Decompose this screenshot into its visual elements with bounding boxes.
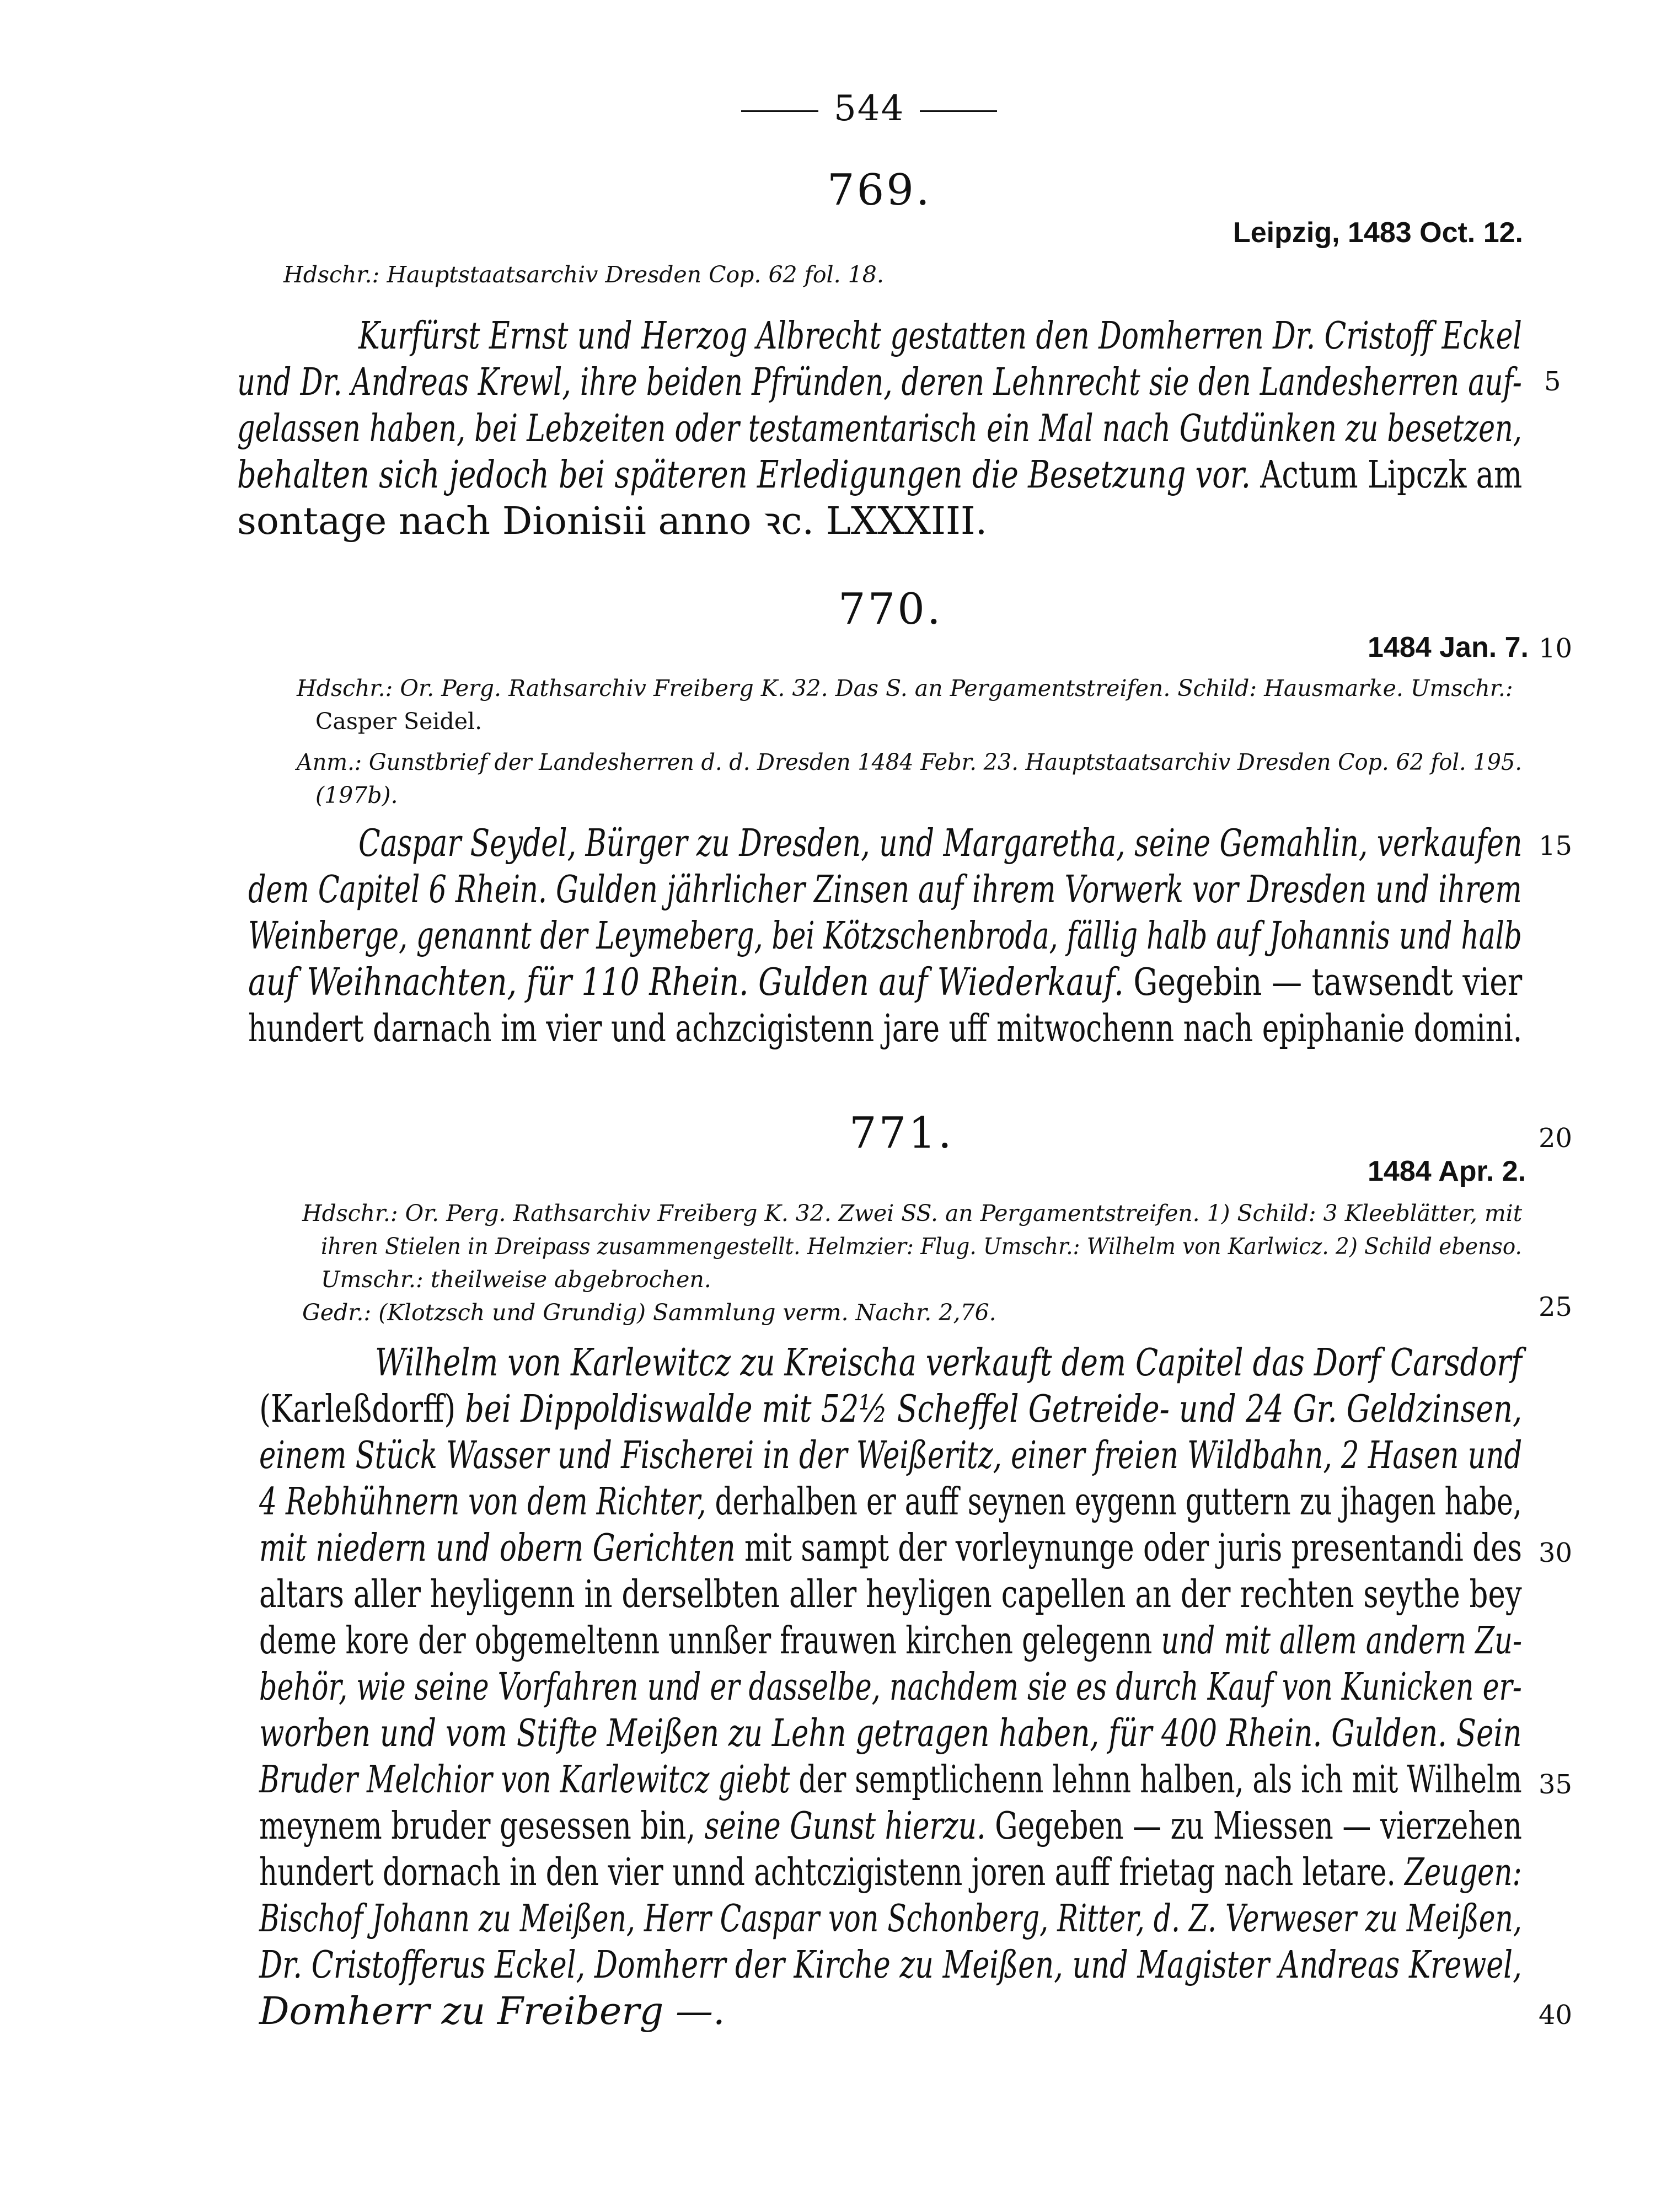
text-line: Domherr zu Freiberg —. xyxy=(259,1990,725,2033)
text-line: sontage nach Dionisii anno ꝛc. LXXXIII. xyxy=(237,500,988,543)
text-line: behör, wie seine Vorfahren und er dasselbe, nachdem sie es durch Kauf von Kunicken er- xyxy=(259,1665,1522,1709)
document-date-769: Leipzig, 1483 Oct. 12. xyxy=(1233,217,1523,249)
text-line: und Dr. Andreas Krewl, ihre beiden Pfründen, deren Lehnrecht sie den Landesherren auf- xyxy=(237,361,1522,404)
page-number-text: 544 xyxy=(834,88,905,129)
text-line: meynem bruder gesessen bin, seine Gunst hierzu. Gegeben — zu Miessen — vierzehen xyxy=(259,1804,1523,1848)
text-line: 4 Rebhühnern von dem Richter, derhalben er auff seynen eygenn guttern zu jhagen habe, xyxy=(259,1480,1522,1524)
text-line: auf Weihnachten, für 110 Rhein. Gulden auf Wiederkauf. Gegebin — tawsendt vier xyxy=(248,961,1523,1004)
text-line: Dr. Cristofferus Eckel, Domherr der Kirche zu Meißen, und Magister Andreas Krewel, xyxy=(259,1943,1522,1987)
document-date-771: 1484 Apr. 2. xyxy=(1368,1155,1526,1187)
source-note: Hdschr.: Or. Perg. Rathsarchiv Freiberg K. 32. Das S. an Pergamentstreifen. Schild: Hausmarke. Umschr.: xyxy=(297,675,1513,701)
text-line: hundert dornach in den vier unnd achtczigistenn joren auff frietag nach letare. Zeugen: xyxy=(259,1851,1522,1894)
source-note: ihren Stielen in Dreipass zusammengestellt. Helmzier: Flug. Umschr.: Wilhelm von Karlwicz. 2) Schild ebenso. xyxy=(321,1233,1522,1260)
line-number: 35 xyxy=(1539,1769,1573,1800)
text-line: Weinberge, genannt der Leymeberg, bei Kötzschenbroda, fällig halb auf Johannis und halb xyxy=(248,914,1522,958)
document-number-771: 771. xyxy=(849,1108,954,1158)
text-line: gelassen haben, bei Lebzeiten oder testamentarisch ein Mal nach Gutdünken zu besetzen, xyxy=(237,407,1522,451)
text-line: worben und vom Stifte Meißen zu Lehn getragen haben, für 400 Rhein. Gulden. Sein xyxy=(259,1712,1522,1755)
annotation-note: (197b). xyxy=(315,782,398,808)
text-line: mit niedern und obern Gerichten mit sampt der vorleynunge oder juris presentandi des xyxy=(259,1527,1522,1570)
text-line: dem Capitel 6 Rhein. Gulden jährlicher Zinsen auf ihrem Vorwerk vor Dresden und ihrem xyxy=(248,868,1522,912)
text-line: (Karleßdorff) bei Dippoldiswalde mit 52½ Scheffel Getreide- und 24 Gr. Geldzinsen, xyxy=(259,1388,1523,1431)
text-line: Wilhelm von Karlewitcz zu Kreischa verkauft dem Capitel das Dorf Carsdorf xyxy=(375,1341,1522,1385)
document-number-770: 770. xyxy=(838,585,943,634)
line-number: 40 xyxy=(1539,2000,1573,2031)
line-number: 15 xyxy=(1539,831,1573,861)
header-rule-left xyxy=(741,110,818,112)
text-line: altars aller heyligenn in derselbten aller heyligen capellen an der rechten seythe bey xyxy=(259,1573,1522,1616)
line-number: 5 xyxy=(1544,366,1561,397)
document-number-769: 769. xyxy=(827,165,932,215)
text-line: Caspar Seydel, Bürger zu Dresden, und Margaretha, seine Gemahlin, verkaufen xyxy=(358,822,1523,865)
annotation-note: Anm.: Gunstbrief der Landesherren d. d. Dresden 1484 Febr. 23. Hauptstaatsarchiv Dresden Cop. 62 fol. 195. xyxy=(297,749,1522,775)
text-line: Bischof Johann zu Meißen, Herr Caspar von Schonberg, Ritter, d. Z. Verweser zu Meißen, xyxy=(259,1897,1522,1941)
document-date-770: 1484 Jan. 7. xyxy=(1368,631,1529,663)
source-note: Hdschr.: Or. Perg. Rathsarchiv Freiberg K. 32. Zwei SS. an Pergamentstreifen. 1) Schild: 3 Kleeblätter, mit xyxy=(302,1200,1523,1226)
line-number: 20 xyxy=(1539,1123,1573,1154)
line-number: 30 xyxy=(1539,1538,1573,1568)
text-line: einem Stück Wasser und Fischerei in der Weißeritz, einer freien Wildbahn, 2 Hasen und xyxy=(259,1434,1523,1477)
source-note: Casper Seidel. xyxy=(315,708,483,735)
text-line: hundert darnach im vier und achzcigistenn jare uff mitwochenn nach epiphanie domini. xyxy=(248,1007,1523,1051)
text-line: deme kore der obgemeltenn unnßer frauwen kirchen gelegenn und mit allem andern Zu- xyxy=(259,1619,1523,1663)
print-reference: Gedr.: (Klotzsch und Grundig) Sammlung verm. Nachr. 2,76. xyxy=(302,1299,996,1326)
text-line: Bruder Melchior von Karlewitcz giebt der semptlichenn lehnn halben, als ich mit Wilhelm xyxy=(259,1758,1522,1802)
page-number xyxy=(726,88,1012,129)
source-note: Hdschr.: Hauptstaatsarchiv Dresden Cop. 62 fol. 18. xyxy=(283,261,884,288)
text-line: behalten sich jedoch bei späteren Erledigungen die Besetzung vor. Actum Lipczk am xyxy=(237,453,1523,497)
line-number: 25 xyxy=(1539,1292,1573,1322)
source-note: Umschr.: theilweise abgebrochen. xyxy=(321,1266,711,1293)
header-rule-right xyxy=(920,110,997,112)
text-line: Kurfürst Ernst und Herzog Albrecht gestatten den Domherren Dr. Cristoff Eckel xyxy=(358,314,1522,358)
line-number: 10 xyxy=(1539,633,1573,664)
